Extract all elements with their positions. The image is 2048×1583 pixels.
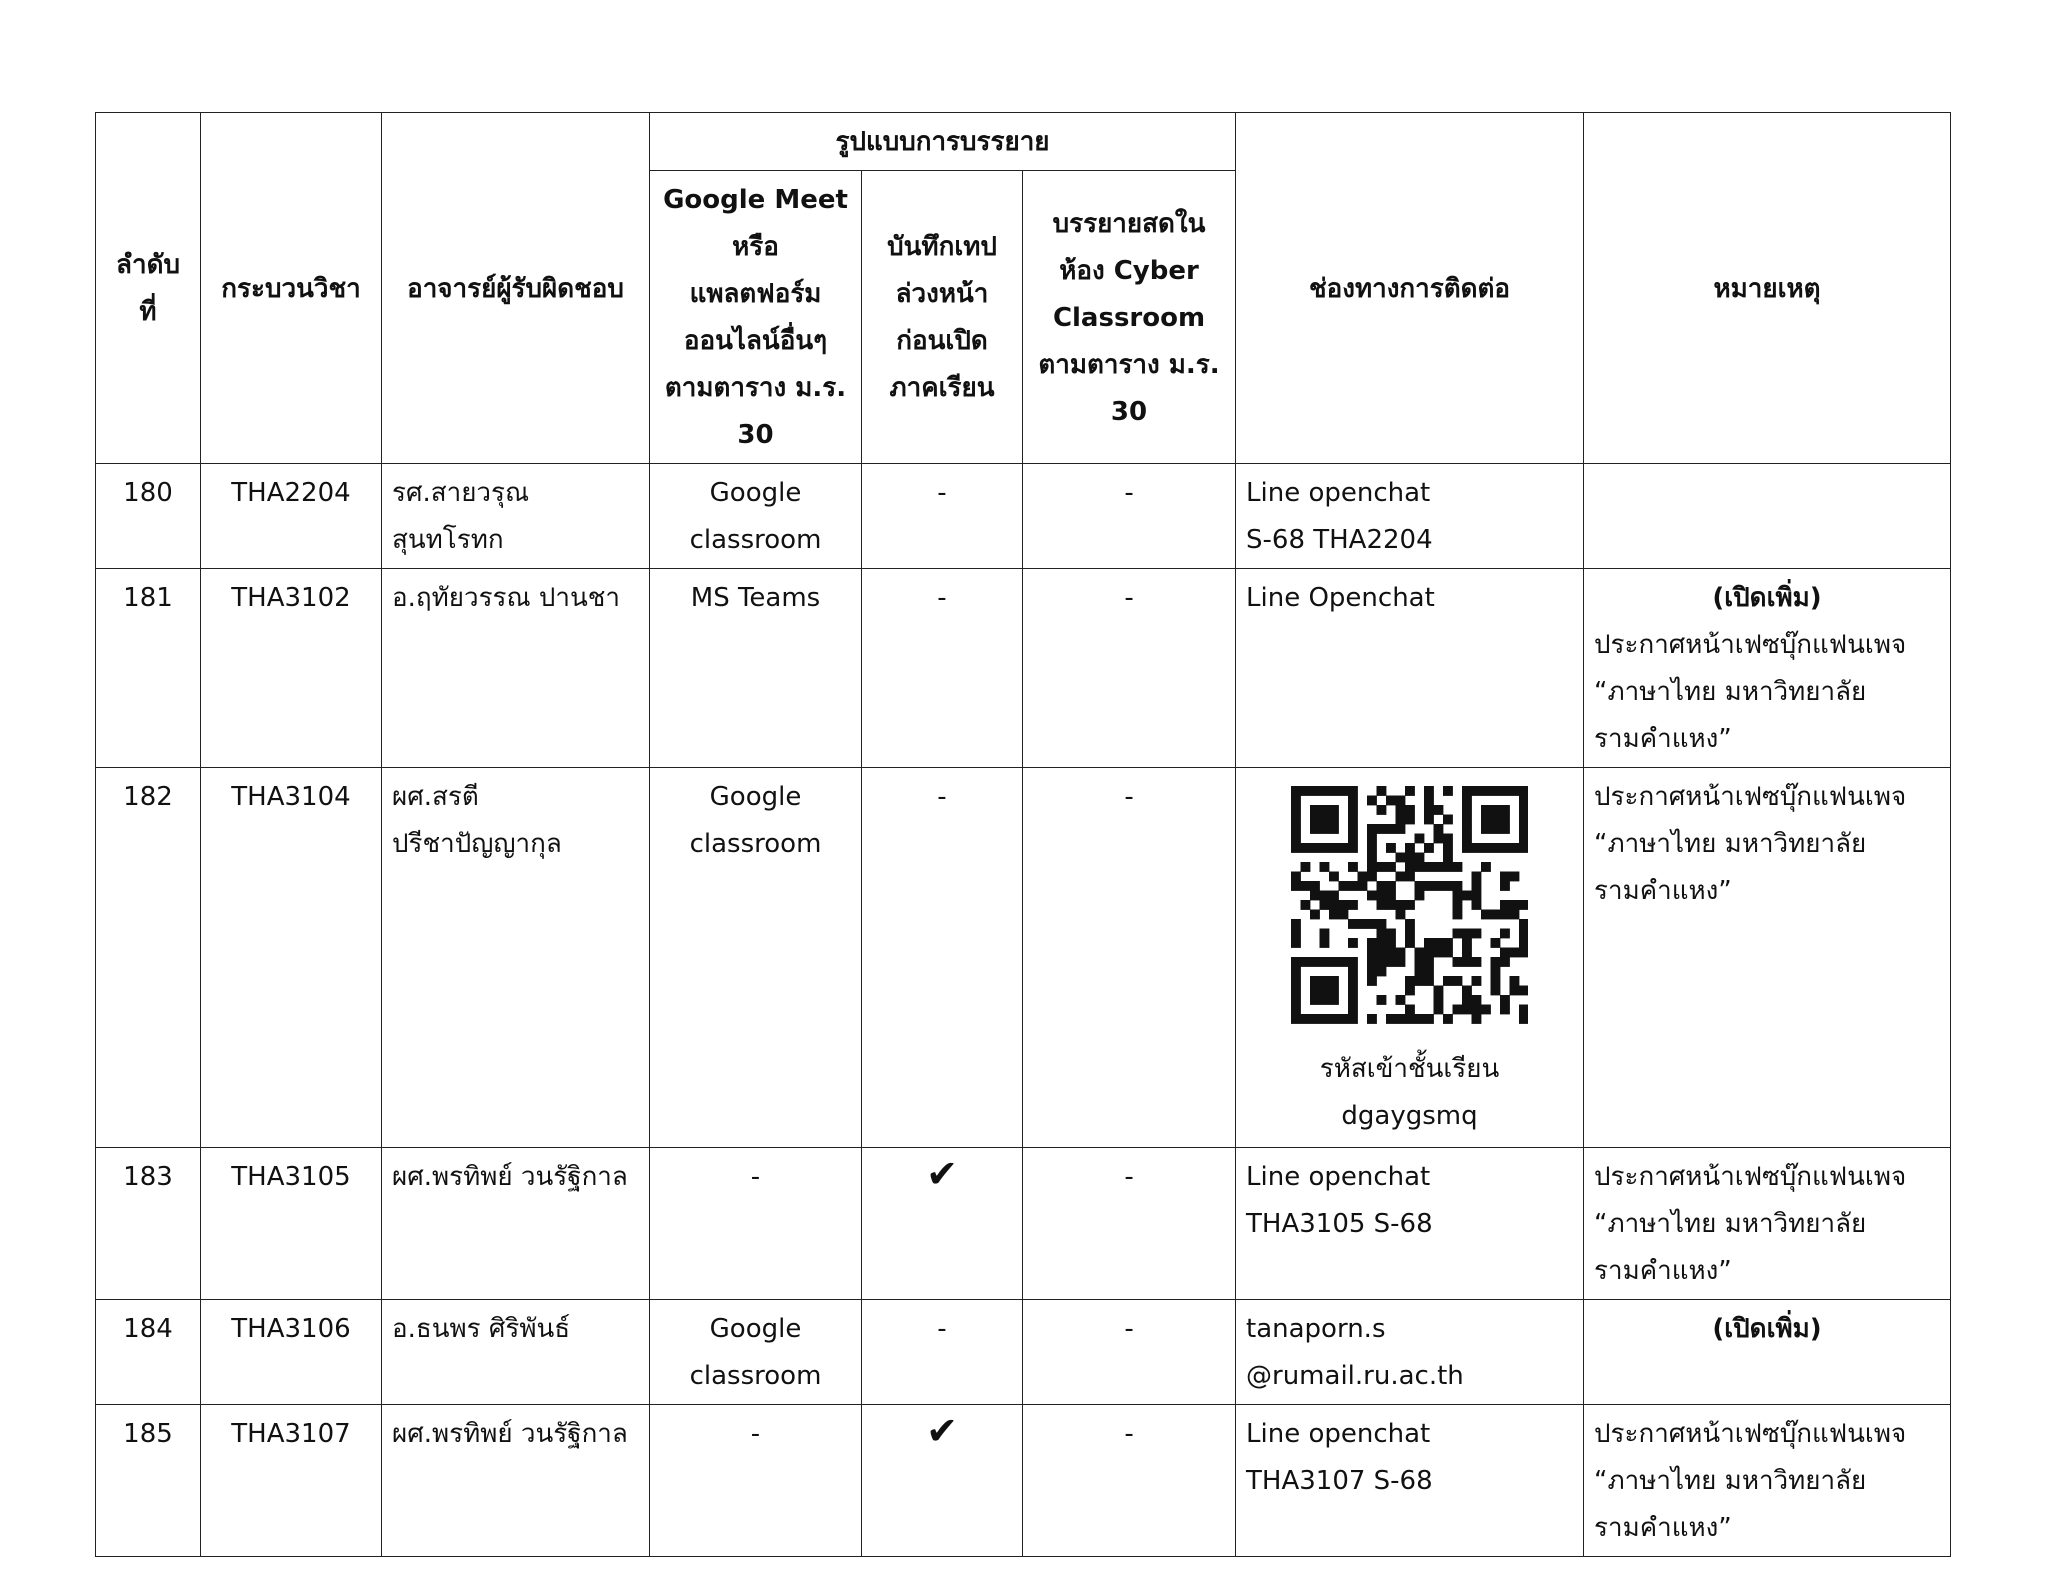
remark-line: รามคำแหง” xyxy=(1594,724,1732,754)
contact-line: Line openchat xyxy=(1246,1162,1431,1192)
cell-online-format xyxy=(650,1300,862,1405)
cell-contact xyxy=(1236,1300,1584,1405)
cell-instructor xyxy=(382,1148,650,1300)
cell-instructor xyxy=(382,464,650,569)
cell-course: THA3105 xyxy=(201,1148,382,1300)
header-live-line: Classroom xyxy=(1052,302,1206,333)
header-online-line: ตามตาราง ม.ร. xyxy=(664,373,847,403)
table-body xyxy=(96,464,1951,1557)
cell-contact xyxy=(1236,464,1584,569)
online-format-line: - xyxy=(750,1162,761,1192)
online-format-line: MS Teams xyxy=(690,583,821,613)
remark-line: “ภาษาไทย มหาวิทยาลัย xyxy=(1594,1209,1867,1239)
table-row xyxy=(96,569,1951,768)
header-recorded-line: ก่อนเปิด xyxy=(896,326,988,356)
header-online-line: แพลตฟอร์ม xyxy=(689,279,822,309)
cell-live-format: - xyxy=(1023,1148,1236,1300)
cell-contact xyxy=(1236,569,1584,768)
instructor-line: อ.ฤทัยวรรณ ปานชา xyxy=(392,583,621,613)
cell-recorded-format xyxy=(862,464,1023,569)
cell-instructor xyxy=(382,1405,650,1557)
cell-no: 181 xyxy=(96,569,201,768)
cell-remark xyxy=(1584,1405,1951,1557)
cell-recorded-format xyxy=(862,569,1023,768)
cell-contact xyxy=(1236,768,1584,1148)
remark-line: “ภาษาไทย มหาวิทยาลัย xyxy=(1594,1466,1867,1496)
remark-line: ประกาศหน้าเฟซบุ๊กแฟนเพจ xyxy=(1594,1162,1907,1192)
header-format-group: รูปแบบการบรรยาย xyxy=(650,113,1236,171)
contact-line: THA3105 S-68 xyxy=(1246,1209,1433,1239)
header-recorded-line: ล่วงหน้า xyxy=(895,279,989,309)
cell-live-format: - xyxy=(1023,768,1236,1148)
cell-course: THA3107 xyxy=(201,1405,382,1557)
checkmark-icon: ✔ xyxy=(926,1409,958,1453)
table-row xyxy=(96,464,1951,569)
remark-title: (เปิดเพิ่ม) xyxy=(1712,1314,1822,1344)
instructor-line: ผศ.พรทิพย์ วนรัฐิกาล xyxy=(392,1162,628,1192)
online-format-line: classroom xyxy=(689,1361,822,1391)
cell-no: 185 xyxy=(96,1405,201,1557)
cell-live-format: - xyxy=(1023,1405,1236,1557)
online-format-line: Google xyxy=(709,1314,802,1344)
online-format-line: classroom xyxy=(689,525,822,555)
table-row xyxy=(96,1405,1951,1557)
header-online-line: ออนไลน์อื่นๆ xyxy=(683,326,828,356)
cell-online-format xyxy=(650,768,862,1148)
lecture-schedule-table xyxy=(95,112,1951,1557)
cell-recorded-format xyxy=(862,768,1023,1148)
cell-recorded-format xyxy=(862,1300,1023,1405)
cell-live-format: - xyxy=(1023,1300,1236,1405)
cell-remark xyxy=(1584,768,1951,1148)
remark-title: (เปิดเพิ่ม) xyxy=(1712,583,1822,613)
header-recorded-line: บันทึกเทป xyxy=(887,232,997,262)
remark-line: “ภาษาไทย มหาวิทยาลัย xyxy=(1594,829,1867,859)
remark-line: รามคำแหง” xyxy=(1594,876,1732,906)
contact-line: Line openchat xyxy=(1246,1419,1431,1449)
header-format-online xyxy=(650,171,862,464)
recorded-dash: - xyxy=(937,583,947,613)
class-code-line: รหัสเข้าชั้นเรียน xyxy=(1319,1053,1500,1084)
header-live-line: บรรยายสดใน xyxy=(1052,208,1206,239)
header-live-line: ตามตาราง ม.ร. xyxy=(1038,349,1220,380)
cell-no: 184 xyxy=(96,1300,201,1405)
cell-remark xyxy=(1584,569,1951,768)
instructor-line: ปรีชาปัญญากุล xyxy=(392,829,562,859)
remark-line: ประกาศหน้าเฟซบุ๊กแฟนเพจ xyxy=(1594,782,1907,812)
contact-line: tanaporn.s xyxy=(1246,1314,1386,1344)
remark-line: ประกาศหน้าเฟซบุ๊กแฟนเพจ xyxy=(1594,630,1907,660)
header-recorded-line: ภาคเรียน xyxy=(889,373,995,403)
contact-line: S-68 THA2204 xyxy=(1246,525,1433,555)
checkmark-icon: ✔ xyxy=(926,1152,958,1196)
instructor-line: ผศ.สรตี xyxy=(392,782,479,812)
cell-live-format: - xyxy=(1023,569,1236,768)
table-row xyxy=(96,1300,1951,1405)
cell-course: THA3104 xyxy=(201,768,382,1148)
recorded-dash: - xyxy=(937,1314,947,1344)
remark-line: “ภาษาไทย มหาวิทยาลัย xyxy=(1594,677,1867,707)
qr-code-icon xyxy=(1291,786,1529,1024)
cell-course: THA2204 xyxy=(201,464,382,569)
table-row xyxy=(96,768,1951,1148)
cell-no: 180 xyxy=(96,464,201,569)
contact-line: @rumail.ru.ac.th xyxy=(1246,1361,1464,1391)
contact-line: Line openchat xyxy=(1246,478,1431,508)
cell-no: 182 xyxy=(96,768,201,1148)
cell-online-format xyxy=(650,1148,862,1300)
cell-online-format xyxy=(650,569,862,768)
remark-line: ประกาศหน้าเฟซบุ๊กแฟนเพจ xyxy=(1594,1419,1907,1449)
header-online-line: หรือ xyxy=(732,232,779,262)
header-live-line: 30 xyxy=(1110,396,1148,427)
instructor-line: อ.ธนพร ศิริพันธ์ xyxy=(392,1314,571,1344)
cell-recorded-format xyxy=(862,1148,1023,1300)
header-row-top xyxy=(96,113,1951,171)
header-no-line1: ลำดับ xyxy=(116,250,180,280)
online-format-line: Google xyxy=(709,478,802,508)
header-course: กระบวนวิชา xyxy=(201,113,382,464)
header-remark: หมายเหตุ xyxy=(1584,113,1951,464)
header-no xyxy=(96,113,201,464)
cell-remark xyxy=(1584,464,1951,569)
instructor-line: รศ.สายวรุณ xyxy=(392,478,530,508)
header-live-line: ห้อง Cyber xyxy=(1059,255,1199,286)
cell-no: 183 xyxy=(96,1148,201,1300)
cell-remark xyxy=(1584,1148,1951,1300)
online-format-line: classroom xyxy=(689,829,822,859)
cell-recorded-format xyxy=(862,1405,1023,1557)
cell-online-format xyxy=(650,464,862,569)
recorded-dash: - xyxy=(937,782,947,812)
header-format-live xyxy=(1023,171,1236,464)
cell-instructor xyxy=(382,768,650,1148)
header-contact: ช่องทางการติดต่อ xyxy=(1236,113,1584,464)
online-format-line: Google xyxy=(709,782,802,812)
class-code-line: dgaygsmq xyxy=(1341,1100,1478,1131)
remark-line: รามคำแหง” xyxy=(1594,1256,1732,1286)
header-no-line2: ที่ xyxy=(139,297,157,327)
cell-contact xyxy=(1236,1405,1584,1557)
header-online-line: Google Meet xyxy=(663,185,848,215)
header-online-line: 30 xyxy=(737,420,774,450)
qr-contact xyxy=(1246,774,1573,1140)
instructor-line: สุนทโรทก xyxy=(392,525,504,555)
cell-live-format: - xyxy=(1023,464,1236,569)
cell-instructor xyxy=(382,569,650,768)
contact-line: Line Opencha‌t xyxy=(1246,583,1435,613)
cell-instructor xyxy=(382,1300,650,1405)
recorded-dash: - xyxy=(937,478,947,508)
header-instructor: อาจารย์ผู้รับผิดชอบ xyxy=(382,113,650,464)
cell-course: THA3106 xyxy=(201,1300,382,1405)
table-row xyxy=(96,1148,1951,1300)
remark-line: รามคำแหง” xyxy=(1594,1513,1732,1543)
cell-course: THA3102 xyxy=(201,569,382,768)
contact-line: THA3107 S-68 xyxy=(1246,1466,1433,1496)
cell-contact xyxy=(1236,1148,1584,1300)
cell-remark xyxy=(1584,1300,1951,1405)
cell-online-format xyxy=(650,1405,862,1557)
online-format-line: - xyxy=(750,1419,761,1449)
header-format-recorded xyxy=(862,171,1023,464)
instructor-line: ผศ.พรทิพย์ วนรัฐิกาล xyxy=(392,1419,628,1449)
